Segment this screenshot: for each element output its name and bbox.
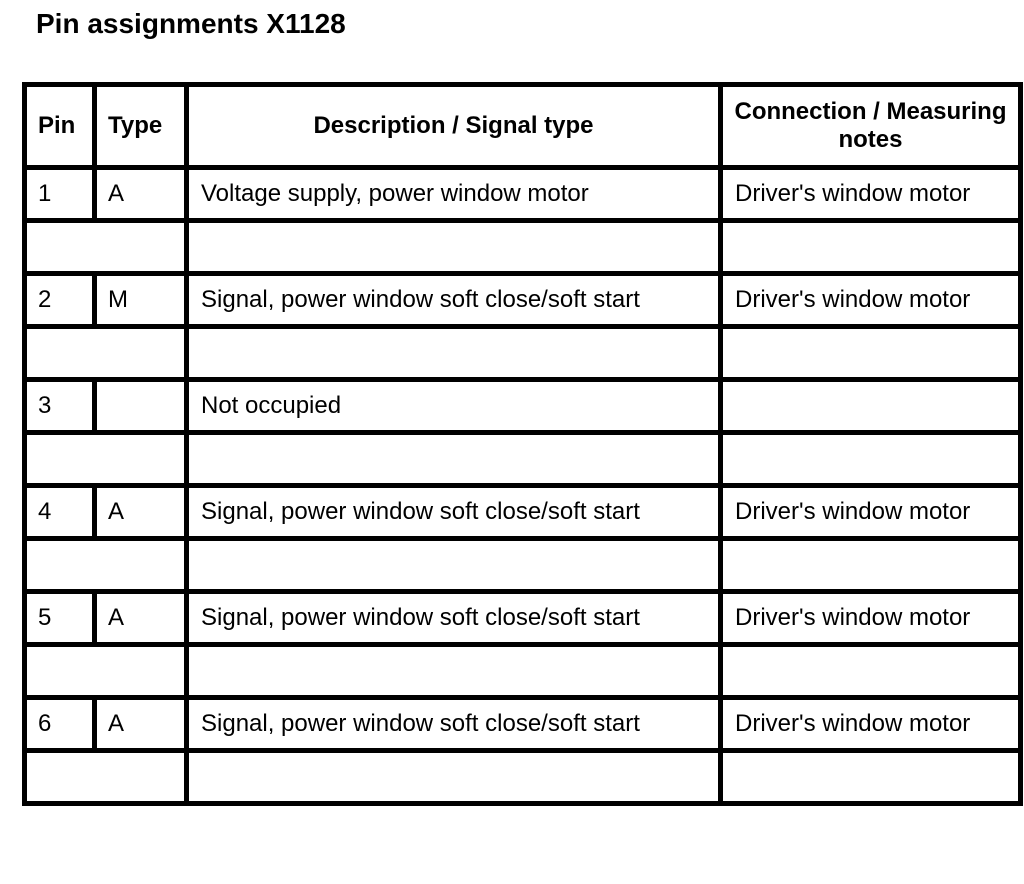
spacer-cell [187, 327, 721, 380]
cell-type: A [95, 486, 187, 539]
spacer-cell [25, 433, 187, 486]
spacer-cell [25, 645, 187, 698]
header-connection: Connection / Measuring notes [721, 85, 1021, 168]
cell-type: A [95, 168, 187, 221]
spacer-cell [721, 751, 1021, 804]
cell-pin: 1 [25, 168, 95, 221]
cell-pin: 2 [25, 274, 95, 327]
spacer-cell [721, 221, 1021, 274]
cell-type [95, 380, 187, 433]
spacer-row [25, 433, 1021, 486]
spacer-row [25, 751, 1021, 804]
cell-description: Voltage supply, power window motor [187, 168, 721, 221]
cell-connection: Driver's window motor [721, 698, 1021, 751]
cell-connection [721, 380, 1021, 433]
cell-pin: 6 [25, 698, 95, 751]
spacer-cell [721, 645, 1021, 698]
cell-type: A [95, 592, 187, 645]
table-row [25, 592, 1021, 645]
spacer-row [25, 221, 1021, 274]
table-row [25, 380, 1021, 433]
table-row [25, 486, 1021, 539]
spacer-cell [187, 539, 721, 592]
spacer-cell [25, 751, 187, 804]
spacer-cell [25, 221, 187, 274]
cell-connection: Driver's window motor [721, 274, 1021, 327]
spacer-row [25, 539, 1021, 592]
spacer-cell [721, 433, 1021, 486]
cell-connection: Driver's window motor [721, 168, 1021, 221]
spacer-cell [187, 751, 721, 804]
page-title: Pin assignments X1128 [36, 8, 346, 39]
table-row [25, 698, 1021, 751]
spacer-cell [721, 327, 1021, 380]
cell-description: Signal, power window soft close/soft start [187, 592, 721, 645]
cell-pin: 3 [25, 380, 95, 433]
table-row [25, 274, 1021, 327]
cell-connection: Driver's window motor [721, 486, 1021, 539]
header-pin: Pin [25, 85, 95, 168]
cell-type: A [95, 698, 187, 751]
spacer-row [25, 327, 1021, 380]
header-description: Description / Signal type [187, 85, 721, 168]
spacer-cell [187, 221, 721, 274]
spacer-cell [721, 539, 1021, 592]
cell-pin: 4 [25, 486, 95, 539]
spacer-row [25, 645, 1021, 698]
header-type: Type [95, 85, 187, 168]
spacer-cell [187, 433, 721, 486]
table-row [25, 168, 1021, 221]
cell-connection: Driver's window motor [721, 592, 1021, 645]
cell-description: Not occupied [187, 380, 721, 433]
spacer-cell [187, 645, 721, 698]
cell-description: Signal, power window soft close/soft start [187, 486, 721, 539]
cell-description: Signal, power window soft close/soft start [187, 698, 721, 751]
cell-pin: 5 [25, 592, 95, 645]
cell-description: Signal, power window soft close/soft start [187, 274, 721, 327]
pin-assignment-table [22, 82, 1023, 806]
cell-type: M [95, 274, 187, 327]
spacer-cell [25, 327, 187, 380]
spacer-cell [25, 539, 187, 592]
table-header-row [25, 85, 1021, 168]
